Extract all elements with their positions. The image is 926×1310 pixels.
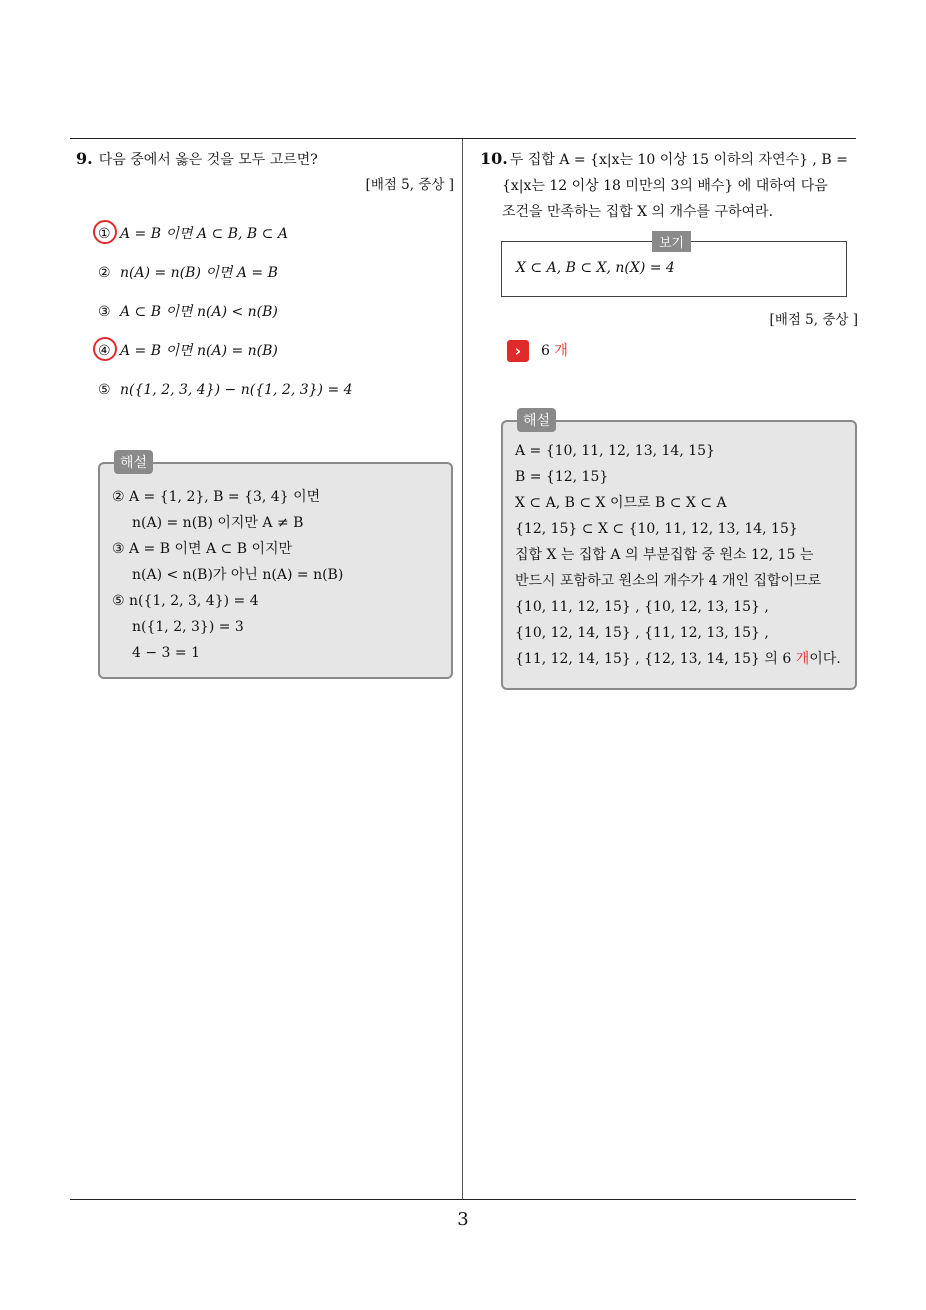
choice-mark: ⑤ [98,382,111,398]
question-9-header [76,146,454,173]
score-label: [배점 5, 중상 ] [769,312,858,328]
question-number: 10. [480,149,508,168]
explanation-label: 해설 [517,408,556,432]
answer-row [507,340,568,362]
condition-text: X ⊂ A, B ⊂ X, n(X) = 4 [516,260,675,276]
choice-2[interactable] [98,262,454,301]
explanation-box-10 [501,413,857,690]
explanation-box-9 [98,455,453,679]
explanation-line: n({1, 2, 3}) = 3 [132,619,244,635]
explanation-line: {11, 12, 14, 15} , {12, 13, 14, 15} 의 6 개이다. [515,651,841,667]
selected-circle-icon [93,220,117,244]
explanation-line: ② A = {1, 2}, B = {3, 4} 이면 [112,489,321,505]
explanation-line: {10, 12, 14, 15} , {11, 12, 13, 15} , [515,625,769,641]
score-label: [배점 5, 중상 ] [365,177,454,193]
choice-mark: ③ [98,304,111,320]
condition-label: 보기 [652,231,691,252]
choice-list [98,223,454,418]
page-number: 3 [457,1209,469,1230]
question-number: 9. [76,149,93,168]
question-text: 다음 중에서 옳은 것을 모두 고르면? [98,152,318,168]
question-text-line-3: 조건을 만족하는 집합 X 의 개수를 구하여라. [502,204,774,220]
explanation-line: {12, 15} ⊂ X ⊂ {10, 11, 12, 13, 14, 15} [515,521,798,537]
explanation-line: n(A) < n(B)가 아닌 n(A) = n(B) [132,567,344,583]
question-10 [480,146,858,225]
answer-unit: 개 [554,343,568,359]
question-10-header [480,146,858,173]
chevron-right-icon: › [507,340,529,362]
choice-text: A = B 이면 A ⊂ B, B ⊂ A [120,226,288,242]
explanation-line: {10, 11, 12, 15} , {10, 12, 13, 15} , [515,599,769,615]
column-divider [462,139,463,1199]
explanation-lines [515,438,843,672]
explanation-line: X ⊂ A, B ⊂ X 이므로 B ⊂ X ⊂ A [515,495,727,511]
choice-mark: ① [98,223,120,245]
choice-1[interactable] [98,223,454,262]
choice-text: n({1, 2, 3, 4}) − n({1, 2, 3}) = 4 [120,382,353,398]
explanation-line: A = {10, 11, 12, 13, 14, 15} [515,443,715,459]
bottom-rule [70,1199,856,1200]
answer-value: 6 [541,343,550,359]
explanation-line: ⑤ n({1, 2, 3, 4}) = 4 [112,593,259,609]
question-text-line-1: 두 집합 A = {x|x는 10 이상 15 이하의 자연수} , B = [509,152,848,168]
selected-circle-icon [93,337,117,361]
choice-text: A ⊂ B 이면 n(A) < n(B) [120,304,278,320]
choice-text: A = B 이면 n(A) = n(B) [120,343,278,359]
condition-box [501,236,847,297]
explanation-line: 4 − 3 = 1 [132,645,200,661]
choice-4[interactable] [98,340,454,379]
explanation-line: B = {12, 15} [515,469,609,485]
explanation-line: ③ A = B 이면 A ⊂ B 이지만 [112,541,293,557]
top-rule [70,138,856,139]
question-text-line-2: {x|x는 12 이상 18 미만의 3의 배수} 에 대하여 다음 [502,178,828,194]
explanation-line: 집합 X 는 집합 A 의 부분집합 중 원소 12, 15 는 [515,547,814,563]
explanation-line: n(A) = n(B) 이지만 A ≠ B [132,515,304,531]
question-9 [76,146,454,418]
explanation-label: 해설 [114,450,153,474]
choice-5[interactable] [98,379,454,418]
choice-mark: ④ [98,340,120,362]
explanation-line: 반드시 포함하고 원소의 개수가 4 개인 집합이므로 [515,573,822,589]
choice-text: n(A) = n(B) 이면 A = B [120,265,278,281]
explanation-lines [112,484,439,666]
choice-mark: ② [98,265,111,281]
choice-3[interactable] [98,301,454,340]
